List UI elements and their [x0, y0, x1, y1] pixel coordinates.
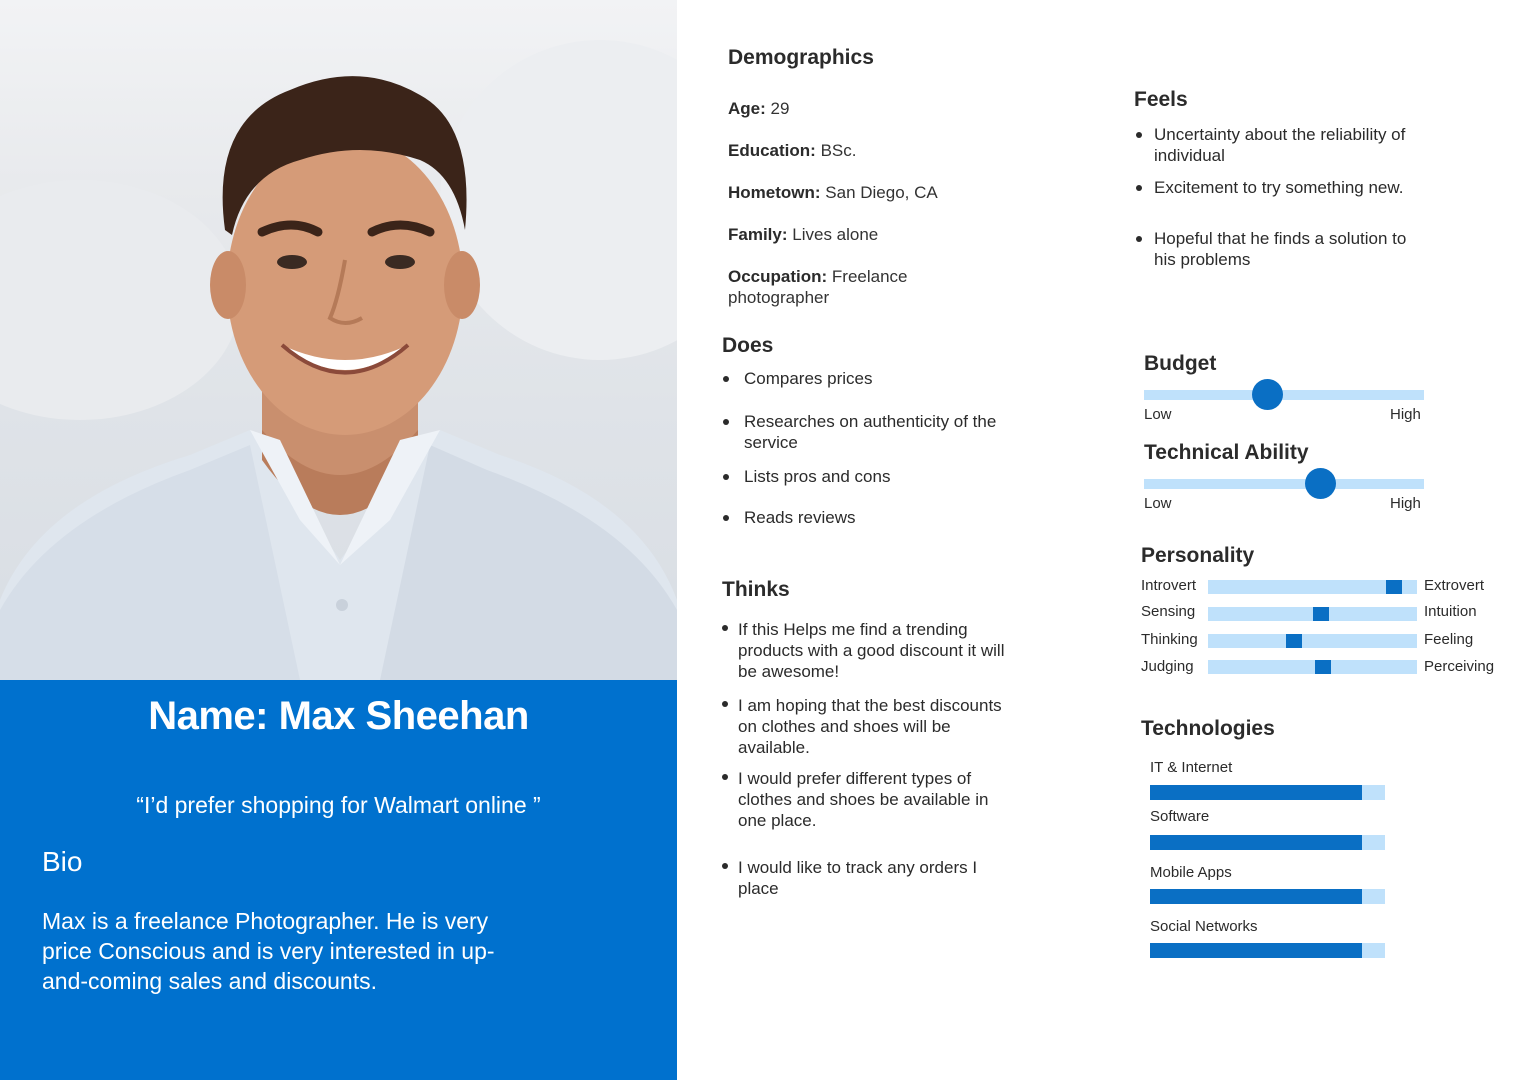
list-item: Compares prices: [722, 368, 1022, 389]
list-item: I would like to track any orders I place: [722, 857, 1014, 899]
trait-left-label: Judging: [1141, 658, 1194, 675]
persona-quote: “I’d prefer shopping for Walmart online ”: [136, 792, 541, 818]
trait-bar-introvert-extrovert: [1208, 580, 1417, 594]
tech-bar-fill: [1150, 835, 1362, 850]
trait-marker: [1286, 634, 1302, 648]
list-item: Reads reviews: [722, 507, 1022, 528]
field-value: BSc.: [815, 141, 857, 160]
technical-ability-high-label: High: [1390, 495, 1421, 512]
demographic-education: [728, 140, 856, 161]
field-key: Age:: [728, 99, 766, 118]
persona-name: Name: Max Sheehan: [148, 694, 529, 738]
tech-bar-fill: [1150, 785, 1362, 800]
list-item: Uncertainty about the reliability of individual: [1134, 124, 1424, 166]
list-item: Hopeful that he finds a solution to his problems: [1134, 228, 1424, 270]
bio-text: Max is a freelance Photographer. He is very price Conscious and is very interested in up-and-coming sales and discounts.: [42, 908, 495, 994]
bio-panel: [0, 680, 677, 1080]
demographics-title: Demographics: [728, 46, 874, 69]
field-value: 29: [765, 99, 790, 118]
tech-bar-software: [1150, 835, 1385, 850]
tech-bar-mobile-apps: [1150, 889, 1385, 904]
list-item: I would prefer different types of clothes and shoes be available in one place.: [722, 768, 1014, 831]
personality-title: Personality: [1141, 544, 1255, 567]
budget-slider-knob: [1252, 379, 1283, 410]
field-value: San Diego, CA: [820, 183, 938, 202]
tech-bar-it-internet: [1150, 785, 1385, 800]
list-item: I am hoping that the best discounts on clothes and shoes will be available.: [722, 695, 1014, 758]
trait-right-label: Feeling: [1424, 631, 1474, 648]
technologies-title: Technologies: [1141, 717, 1275, 740]
field-key: Hometown:: [728, 183, 821, 202]
does-title: Does: [722, 334, 774, 357]
persona-portrait-illustration: [0, 0, 677, 680]
list-item: Excitement to try something new.: [1134, 177, 1424, 198]
tech-label: Mobile Apps: [1150, 864, 1232, 881]
list-item: Researches on authenticity of the service: [722, 411, 1022, 453]
list-item: Lists pros and cons: [722, 466, 1022, 487]
trait-bar-judging-perceiving: [1208, 660, 1417, 674]
technical-ability-slider: [1144, 479, 1424, 489]
trait-bar-sensing-intuition: [1208, 607, 1417, 621]
tech-label: Software: [1150, 808, 1210, 825]
trait-left-label: Introvert: [1141, 577, 1197, 594]
technical-ability-low-label: Low: [1144, 495, 1172, 512]
technical-ability-title: Technical Ability: [1144, 441, 1309, 464]
trait-left-label: Sensing: [1141, 603, 1196, 620]
trait-bar-thinking-feeling: [1208, 634, 1417, 648]
tech-label: IT & Internet: [1150, 759, 1233, 776]
trait-left-label: Thinking: [1141, 631, 1198, 648]
trait-marker: [1315, 660, 1331, 674]
tech-bar-fill: [1150, 943, 1362, 958]
field-key: Family:: [728, 225, 788, 244]
trait-marker: [1313, 607, 1329, 621]
budget-title: Budget: [1144, 352, 1217, 375]
thinks-title: Thinks: [722, 578, 790, 601]
trait-marker: [1386, 580, 1402, 594]
demographic-occupation: [728, 266, 933, 308]
demographic-age: [728, 98, 789, 119]
demographic-family: [728, 224, 878, 245]
persona-photo: [0, 0, 677, 680]
field-value: Freelance photographer: [728, 267, 908, 307]
field-value: Lives alone: [787, 225, 879, 244]
feels-title: Feels: [1134, 88, 1188, 111]
budget-low-label: Low: [1144, 406, 1172, 423]
tech-bar-social-networks: [1150, 943, 1385, 958]
technical-ability-slider-knob: [1305, 468, 1336, 499]
demographic-hometown: [728, 182, 938, 203]
field-key: Education:: [728, 141, 816, 160]
tech-bar-fill: [1150, 889, 1362, 904]
list-item: If this Helps me find a trending products with a good discount it will be awesome!: [722, 619, 1014, 682]
budget-slider: [1144, 390, 1424, 400]
tech-label: Social Networks: [1150, 918, 1258, 935]
field-key: Occupation:: [728, 267, 828, 286]
trait-right-label: Intuition: [1424, 603, 1477, 620]
trait-right-label: Extrovert: [1424, 577, 1485, 594]
bio-title: Bio: [42, 846, 83, 877]
trait-right-label: Perceiving: [1424, 658, 1495, 675]
budget-high-label: High: [1390, 406, 1421, 423]
